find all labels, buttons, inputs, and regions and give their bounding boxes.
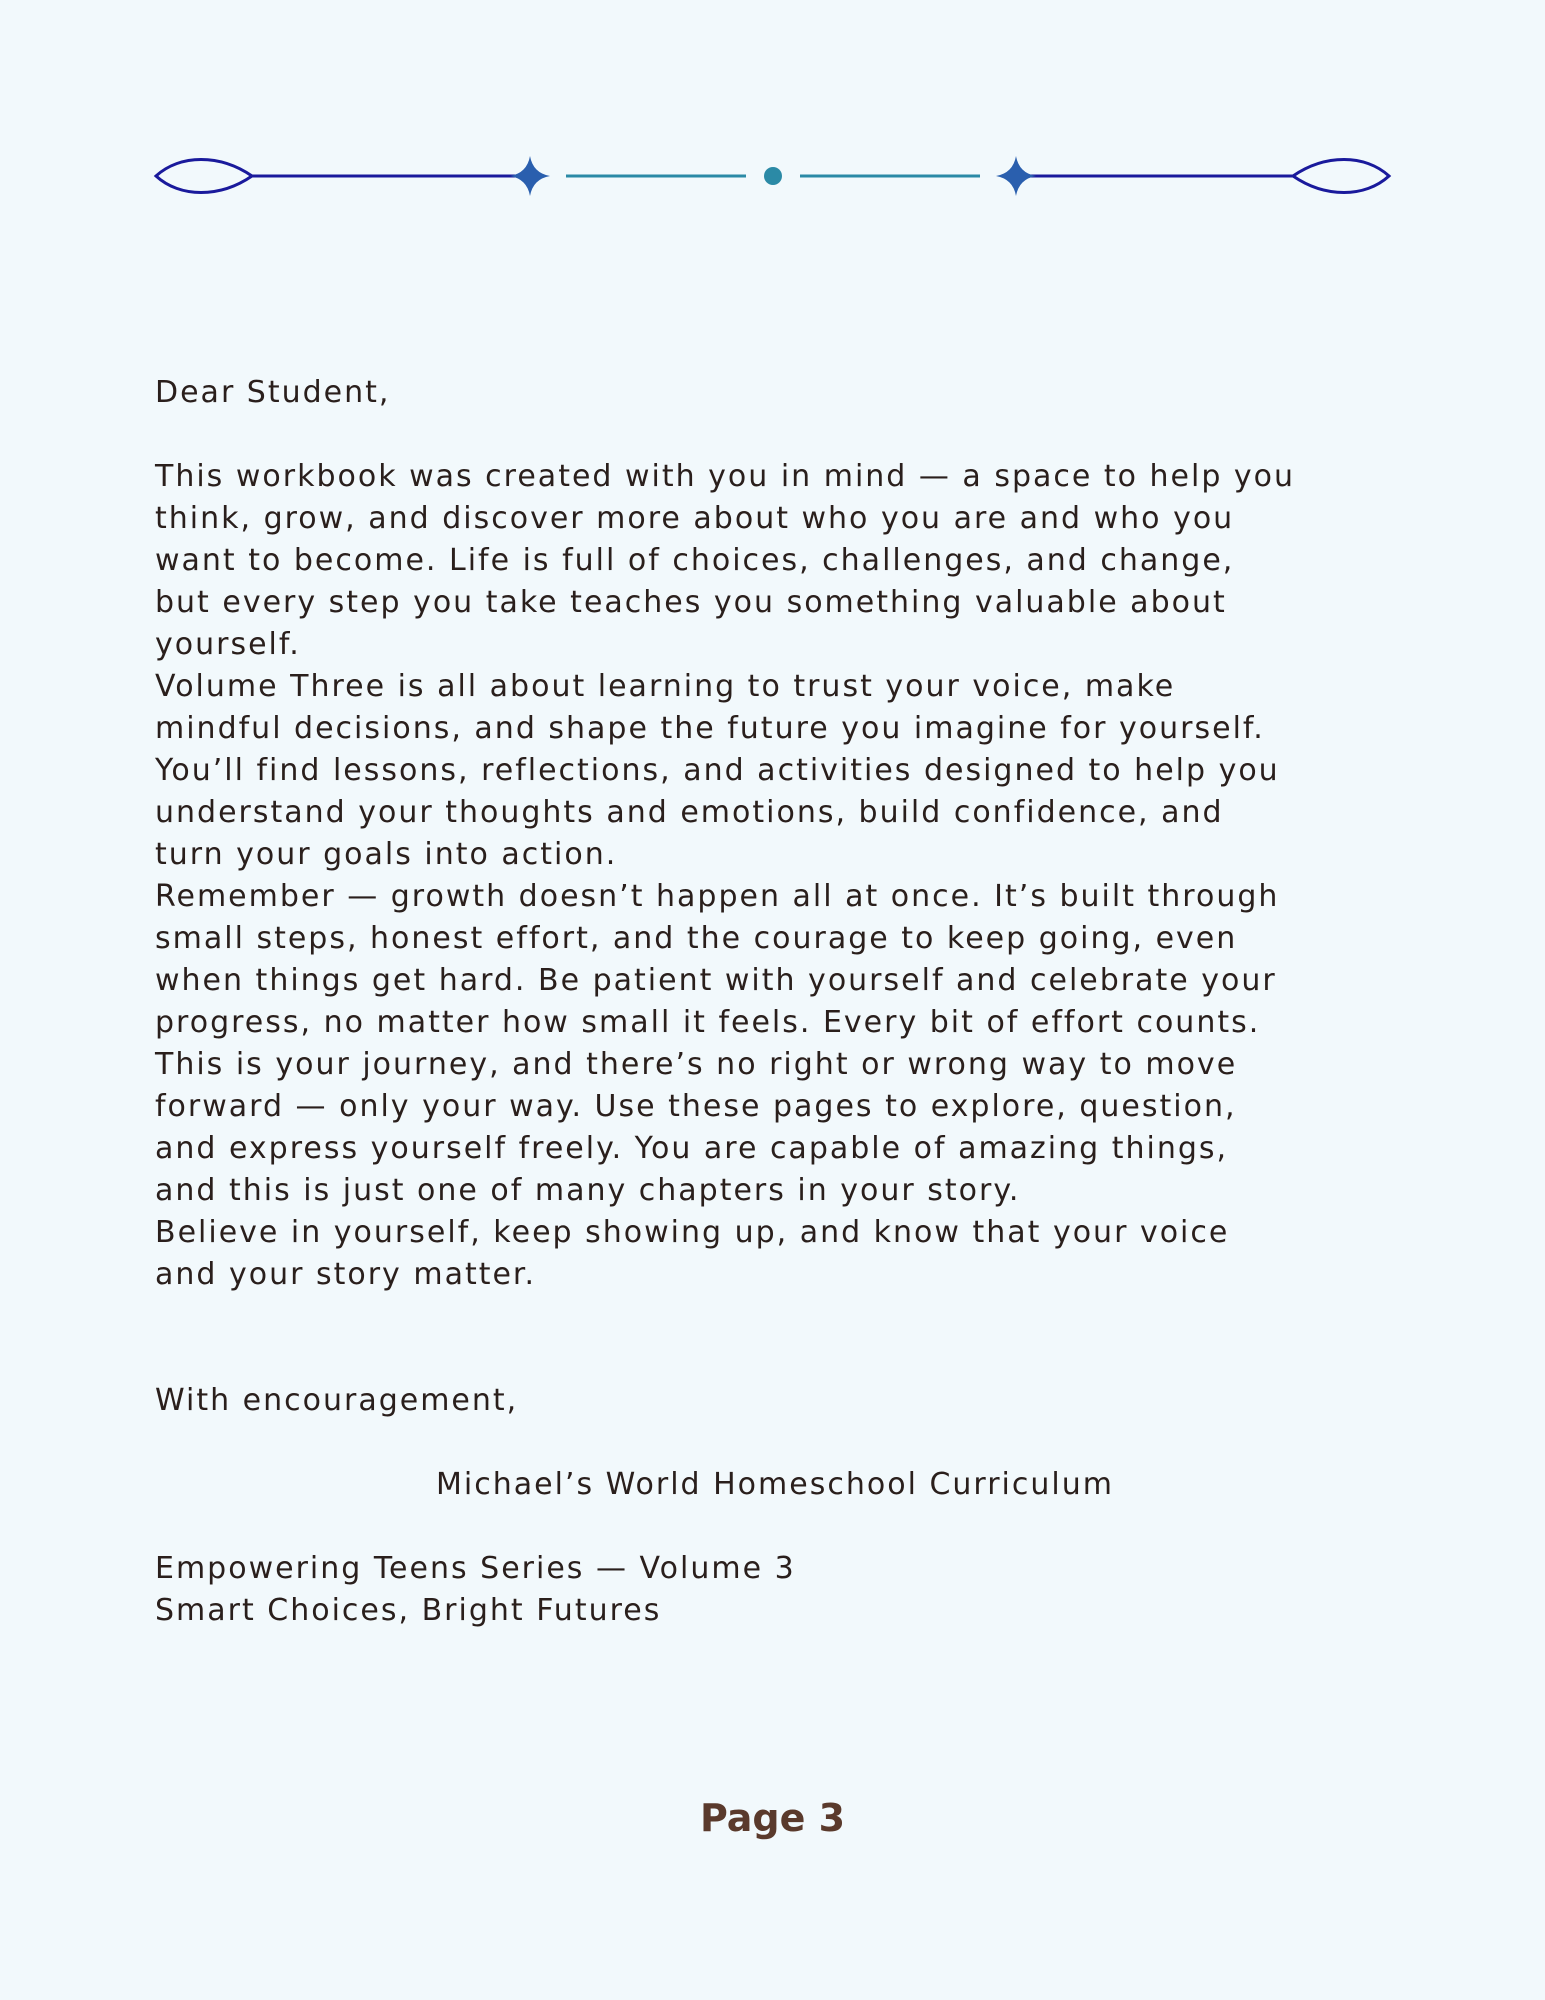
body-line: when things get hard. Be patient with yourself and celebrate your <box>155 963 1277 998</box>
body-line: small steps, honest effort, and the courage to keep going, even <box>155 921 1238 956</box>
star-icon <box>996 156 1036 196</box>
right-leaf-icon <box>1293 160 1389 193</box>
body-line: yourself. <box>155 627 301 662</box>
body-line: understand your thoughts and emotions, build confidence, and <box>155 795 1224 830</box>
body-line: and this is just one of many chapters in your story. <box>155 1173 1021 1208</box>
body-line: Believe in yourself, keep showing up, and know that your voice <box>155 1215 1230 1250</box>
body-line: turn your goals into action. <box>155 837 618 872</box>
letter-body <box>155 372 1395 1632</box>
left-leaf-icon <box>156 160 252 193</box>
body-line: mindful decisions, and shape the future you imagine for yourself. <box>155 711 1265 746</box>
body-line: This workbook was created with you in mind — a space to help you <box>155 459 1296 494</box>
greeting: Dear Student, <box>155 375 391 410</box>
body-line: forward — only your way. Use these pages to explore, question, <box>155 1089 1237 1124</box>
body-line: This is your journey, and there’s no right or wrong way to move <box>155 1047 1238 1082</box>
series-subtitle: Smart Choices, Bright Futures <box>155 1593 662 1628</box>
body-line: want to become. Life is full of choices, challenges, and change, <box>155 543 1235 578</box>
body-line: Remember — growth doesn’t happen all at once. It’s built through <box>155 879 1280 914</box>
body-line: but every step you take teaches you something valuable about <box>155 585 1227 620</box>
dot-icon <box>764 167 782 185</box>
series-title: Empowering Teens Series — Volume 3 <box>155 1551 796 1586</box>
body-line: think, grow, and discover more about who you are and who you <box>155 501 1235 536</box>
body-line: progress, no matter how small it feels. Every bit of effort counts. <box>155 1005 1261 1040</box>
body-line: and your story matter. <box>155 1257 537 1292</box>
signature: Michael’s World Homeschool Curriculum <box>436 1467 1114 1502</box>
body-line: You’ll find lessons, reflections, and activities designed to help you <box>155 753 1280 788</box>
star-icon <box>510 156 550 196</box>
body-line: Volume Three is all about learning to trust your voice, make <box>155 669 1176 704</box>
body-line: and express yourself freely. You are capable of amazing things, <box>155 1131 1229 1166</box>
header-ornament <box>150 146 1395 206</box>
closing: With encouragement, <box>155 1383 519 1418</box>
page-number: Page 3 <box>699 1796 846 1840</box>
